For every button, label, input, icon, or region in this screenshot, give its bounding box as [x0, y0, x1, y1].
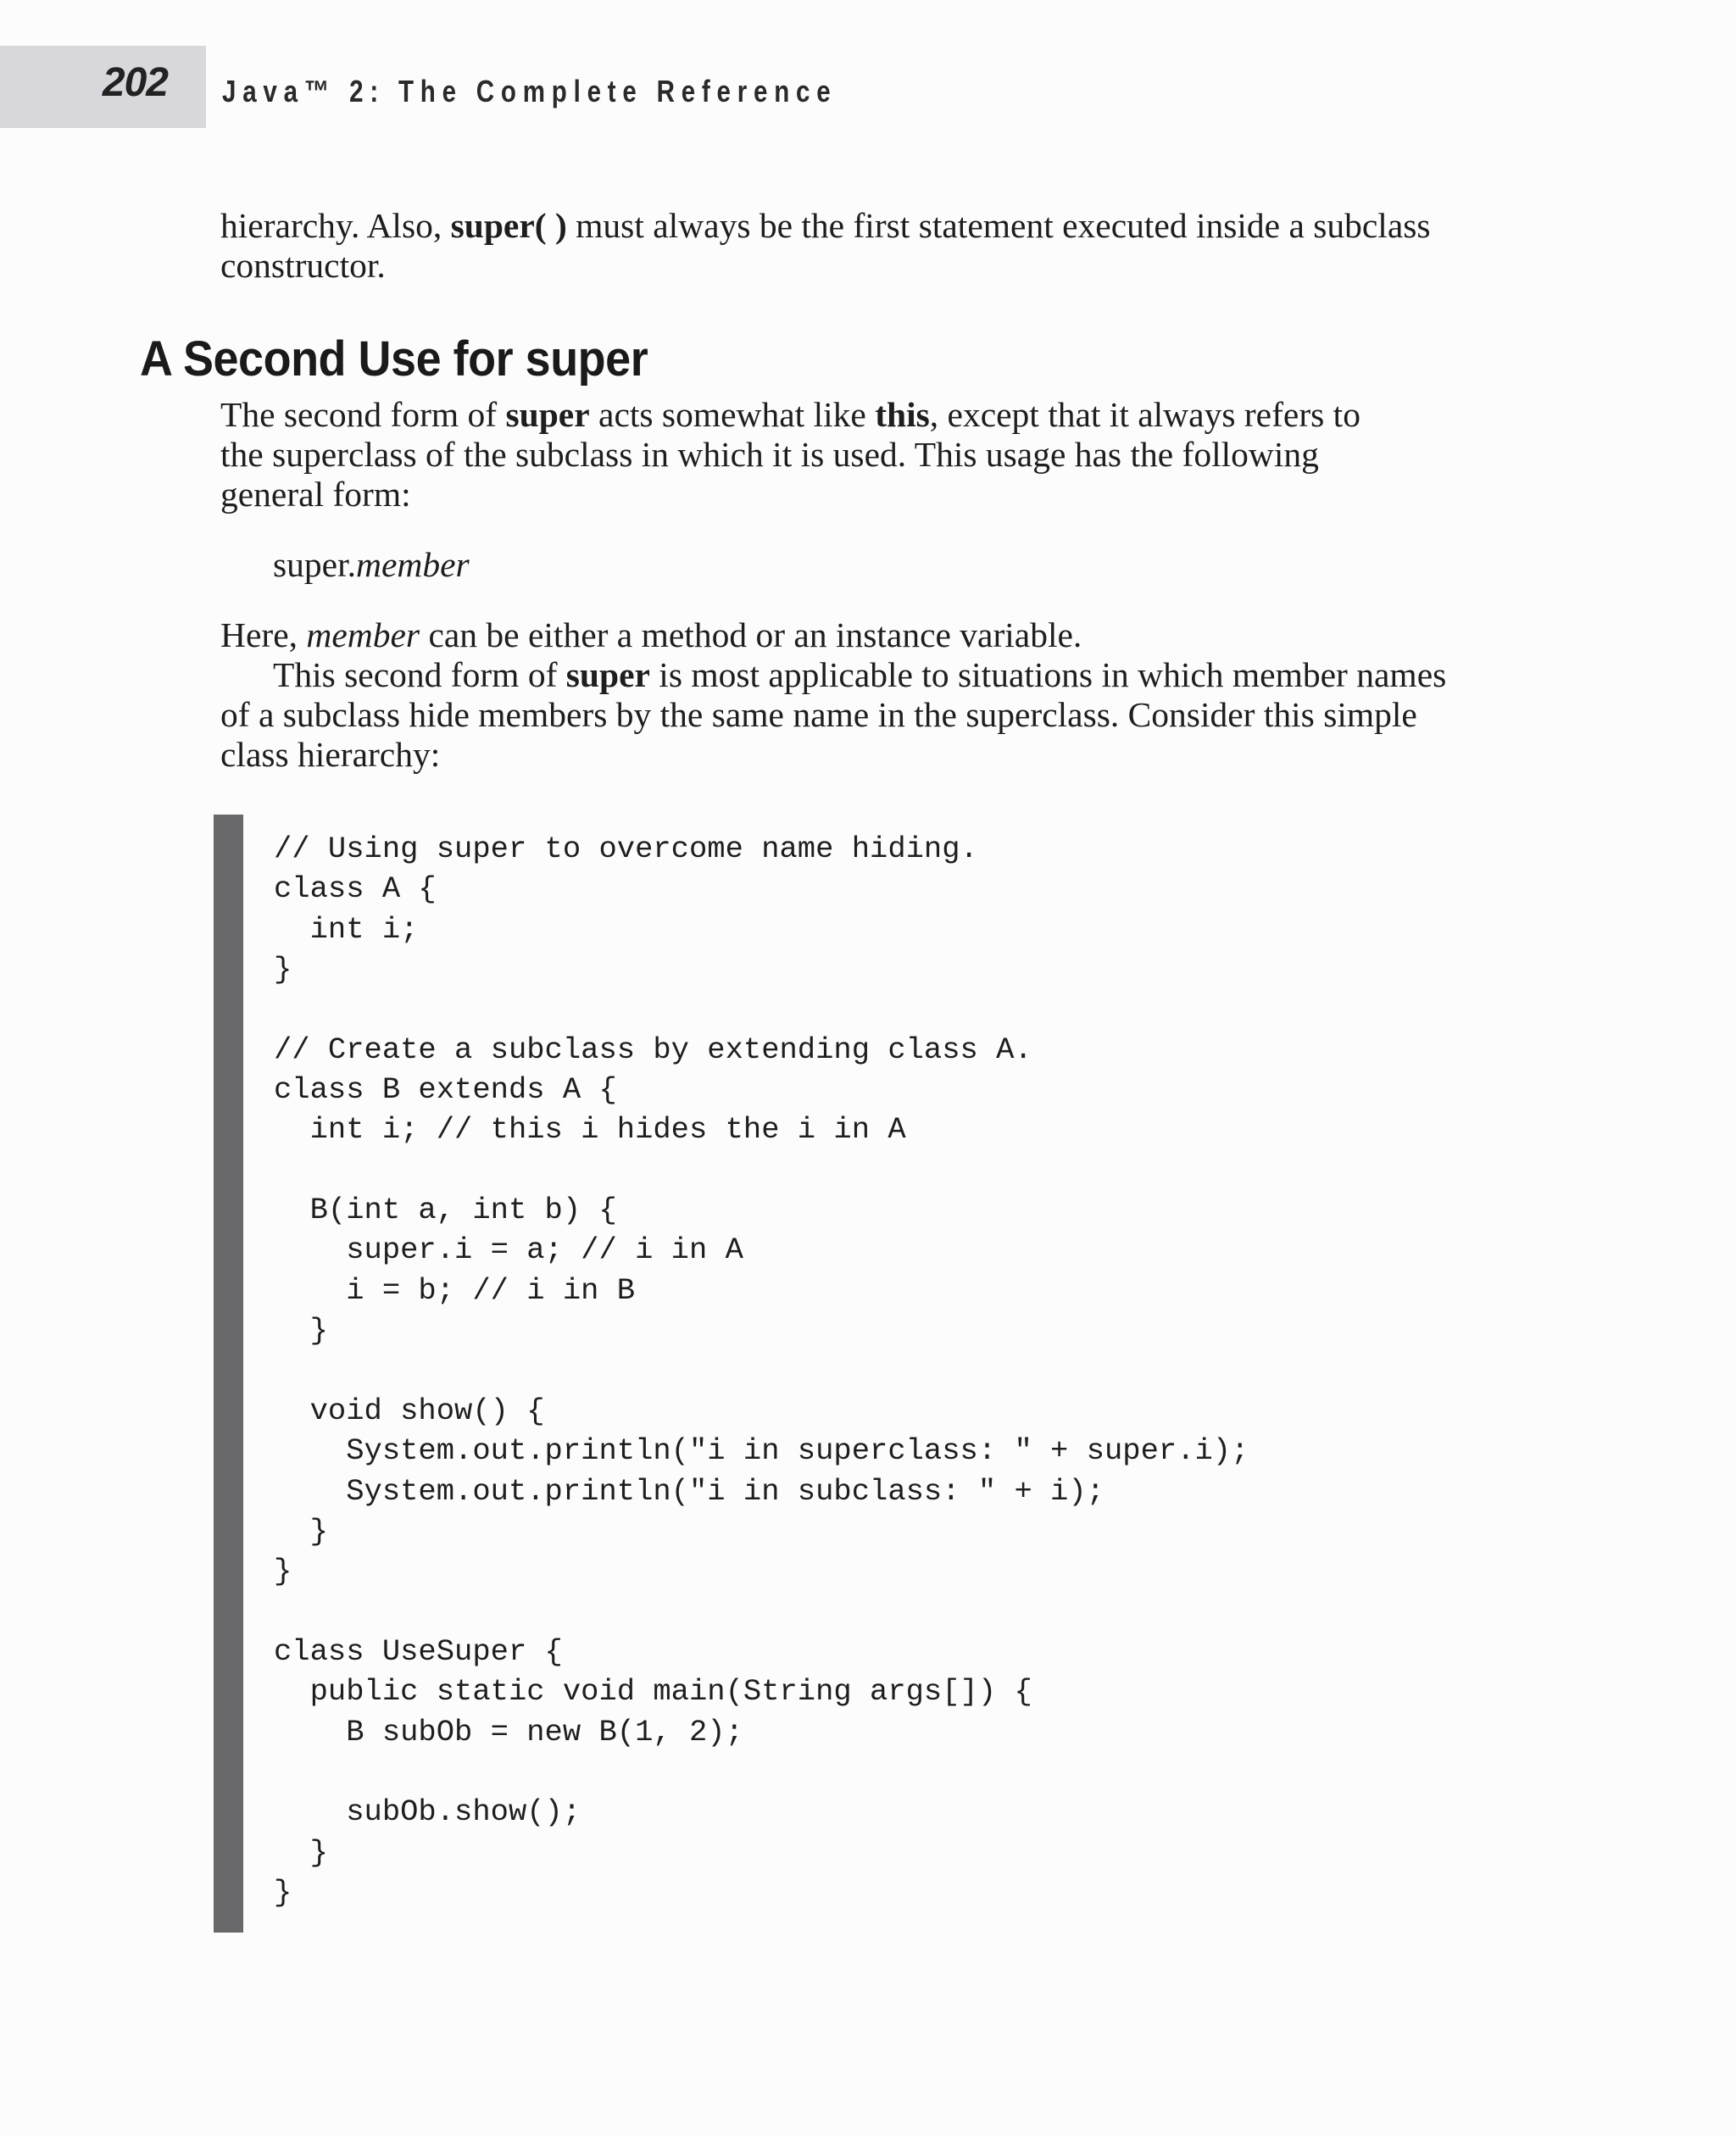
member-term: member — [306, 615, 420, 654]
para1-line-3: general form: — [220, 475, 411, 514]
intro-line-1: hierarchy. Also, super( ) must always be the first statement executed inside a subclass — [220, 206, 1431, 245]
member-placeholder: member — [355, 545, 470, 584]
para3-line-1: This second form of super is most applicable to situations in which member names — [273, 655, 1447, 694]
code-line: // Create a subclass by extending class A. — [274, 1032, 1032, 1067]
code-line: subOb.show(); — [274, 1794, 581, 1830]
code-line: public static void main(String args[]) { — [274, 1674, 1032, 1710]
code-line: class A { — [274, 871, 437, 907]
para1-line-2: the superclass of the subclass in which it is used. This usage has the following — [220, 435, 1319, 474]
code-line: void show() { — [274, 1393, 545, 1428]
section-heading: A Second Use for super — [140, 331, 648, 387]
code-line: } — [274, 1513, 328, 1549]
keyword-super: super — [565, 655, 650, 694]
code-line: class B extends A { — [274, 1072, 617, 1108]
para1-line-1: The second form of super acts somewhat like this, except that it always refers to — [220, 395, 1360, 434]
code-line: } — [274, 952, 292, 987]
para2-line: Here, member can be either a method or an instance variable. — [220, 615, 1082, 654]
running-title: Java™ 2: The Complete Reference — [222, 74, 837, 108]
code-line: class UseSuper { — [274, 1633, 563, 1669]
code-line: super.i = a; // i in A — [274, 1232, 743, 1268]
page-number: 202 — [102, 60, 168, 105]
para3-line-2: of a subclass hide members by the same name in the superclass. Consider this simple — [220, 695, 1417, 734]
code-line: } — [274, 1554, 292, 1589]
code-line — [274, 989, 1249, 1029]
page-number-tab — [0, 46, 206, 128]
code-line: int i; // this i hides the i in A — [274, 1112, 906, 1148]
code-line: i = b; // i in B — [274, 1272, 636, 1308]
code-line — [274, 1592, 1249, 1632]
code-line: B subOb = new B(1, 2); — [274, 1714, 743, 1749]
code-line: int i; — [274, 911, 419, 947]
code-line: // Using super to overcome name hiding. — [274, 832, 978, 866]
code-line — [274, 1150, 1249, 1190]
page-header — [0, 46, 1736, 128]
code-line: B(int a, int b) { — [274, 1193, 617, 1228]
code-listing-bar — [214, 815, 243, 1933]
code-line: } — [274, 1874, 292, 1910]
keyword-this: this — [875, 395, 930, 434]
code-line: System.out.println("i in subclass: " + i); — [274, 1473, 1104, 1509]
code-line: } — [274, 1313, 328, 1349]
code-line: } — [274, 1834, 328, 1870]
intro-line-2: constructor. — [220, 246, 386, 285]
para3-line-3: class hierarchy: — [220, 735, 441, 774]
keyword-super: super — [505, 395, 590, 434]
keyword-super-call: super( ) — [450, 206, 567, 245]
code-line: System.out.println("i in superclass: " + super.i); — [274, 1433, 1249, 1469]
code-listing — [274, 829, 1249, 1912]
code-line — [274, 1350, 1249, 1390]
general-form: super.member — [273, 545, 470, 584]
code-line — [274, 1752, 1249, 1792]
